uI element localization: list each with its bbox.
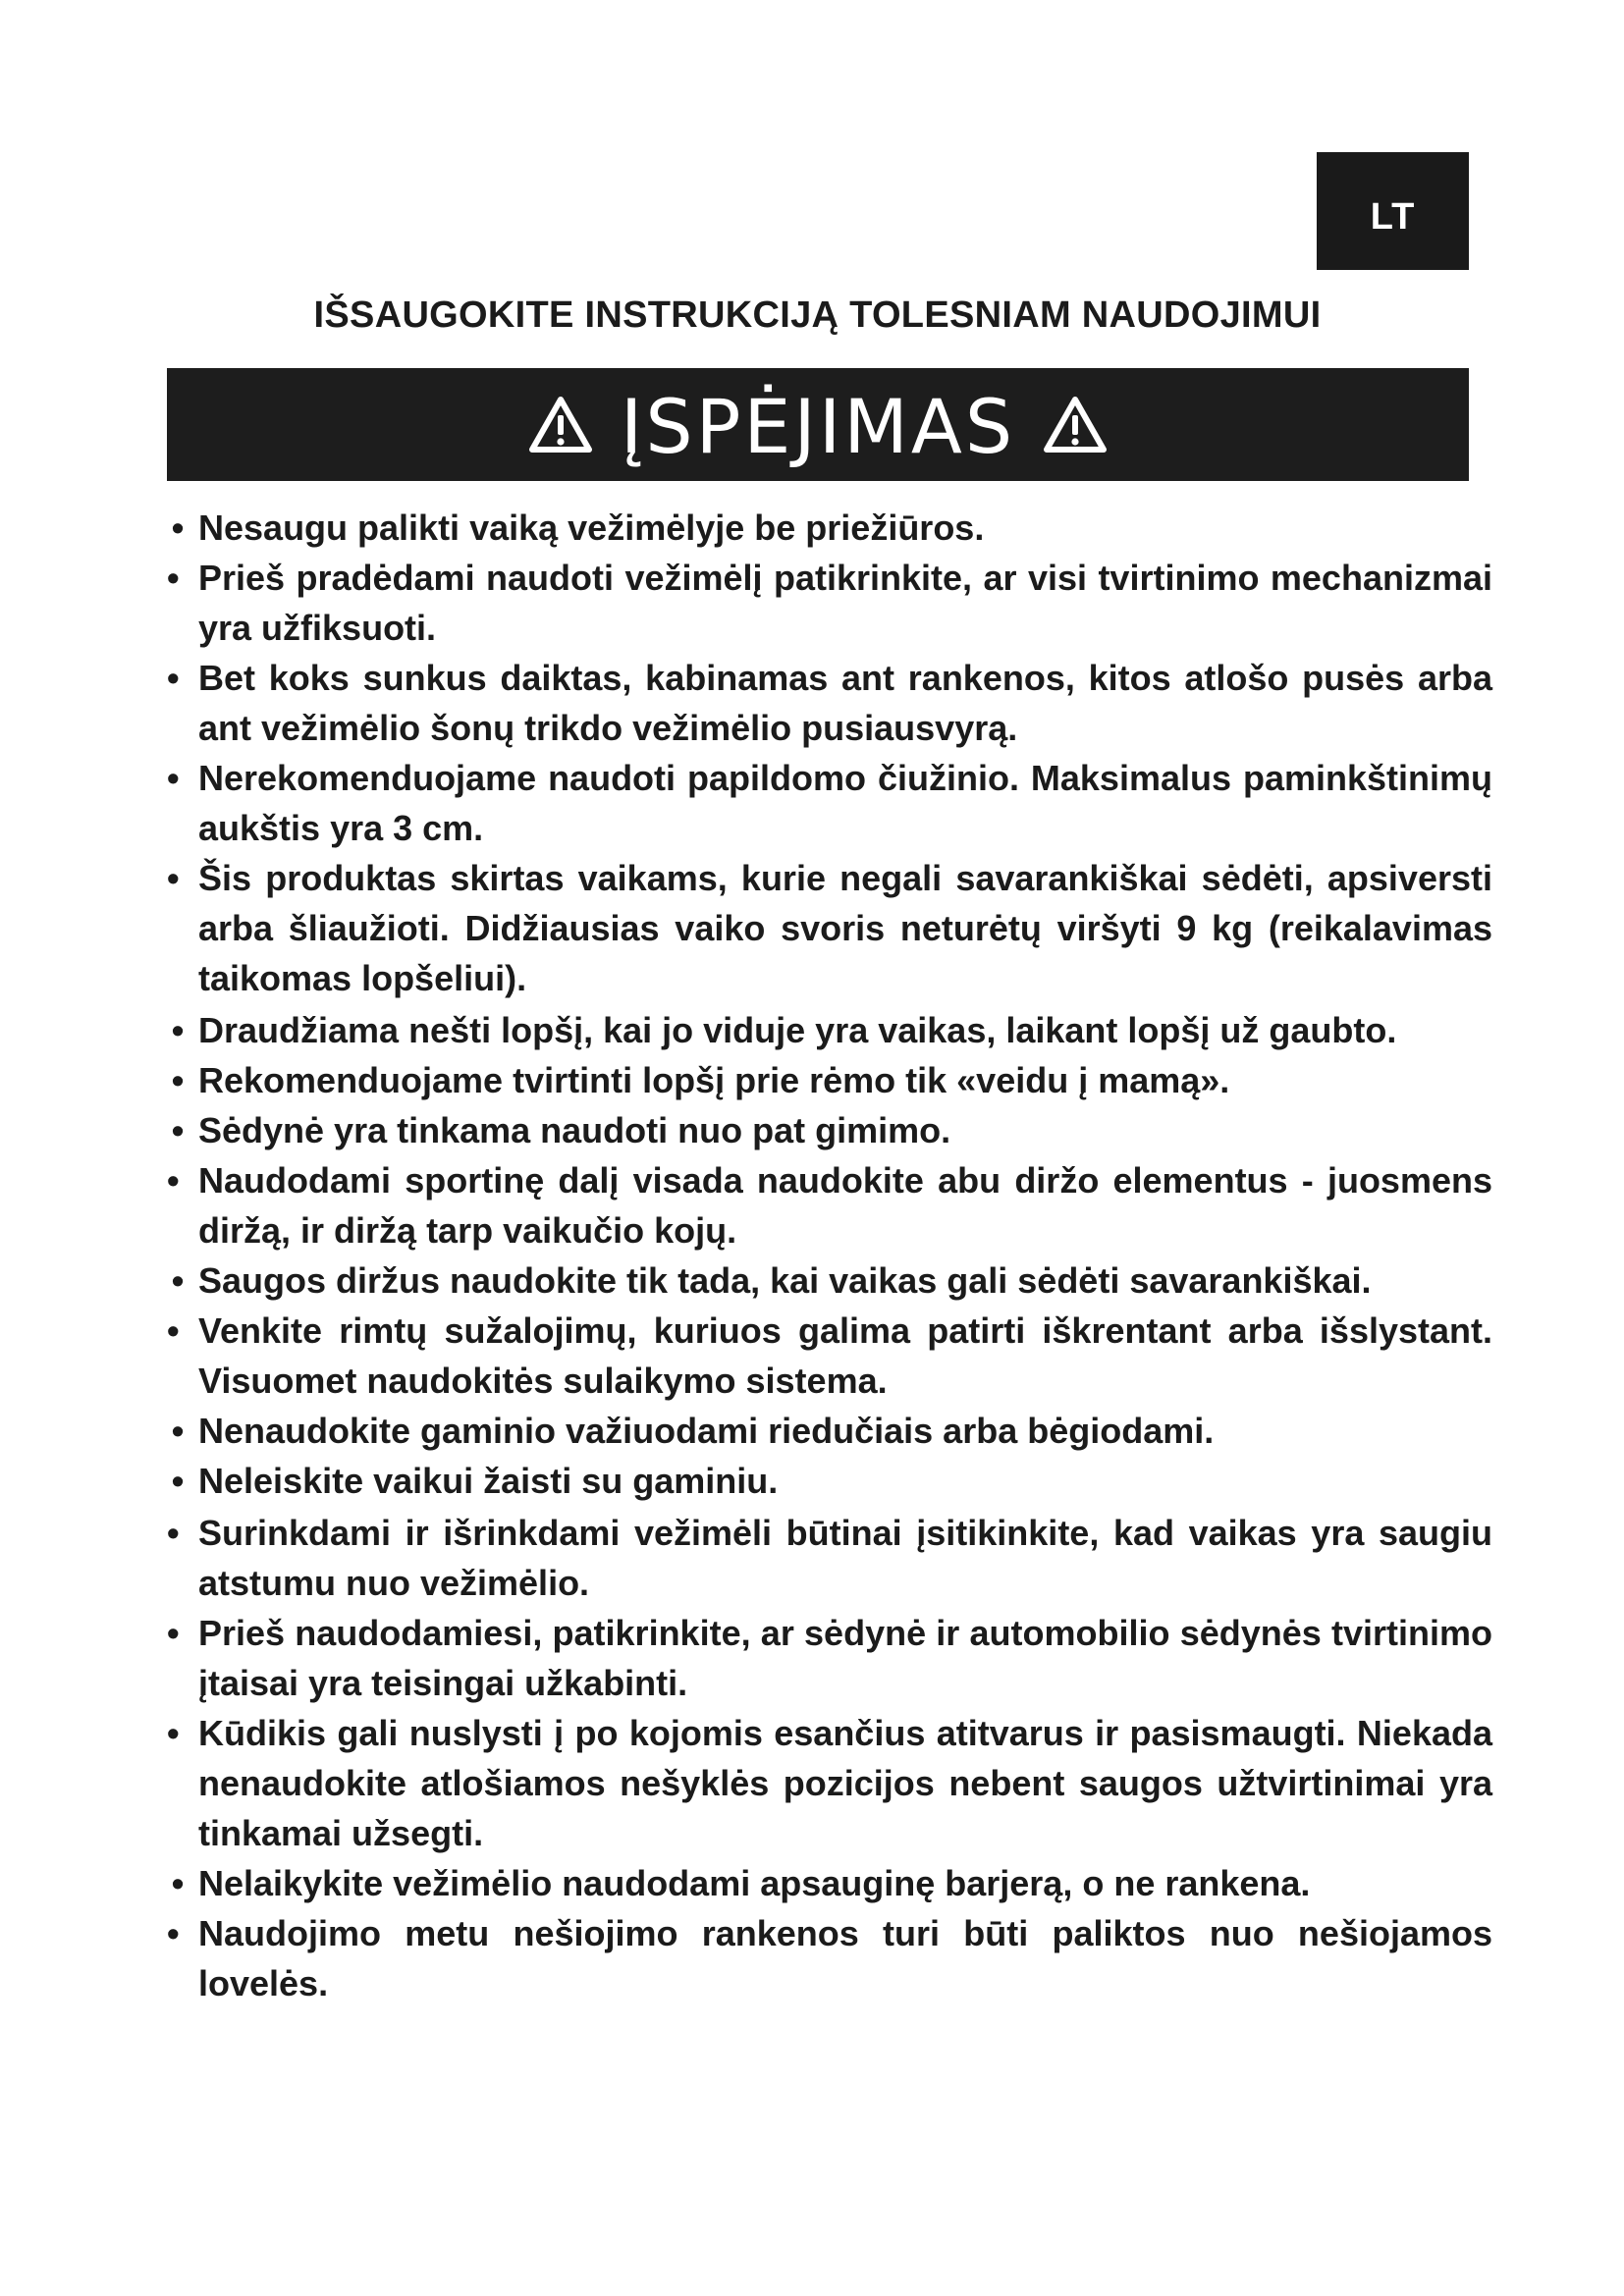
list-item [165,1155,1492,1255]
warning-title: ĮSPĖJIMAS [620,382,1016,470]
list-item [165,1858,1492,1908]
list-item [165,1055,1492,1105]
bullet-icon: • [167,858,180,898]
list-item [165,753,1492,853]
bullet-icon: • [171,1461,185,1501]
warning-triangle-icon [528,396,593,454]
warning-text: Naudodami sportinę dalį visada naudokite abu diržo elementus - juosmens diržą, ir diržą tarp vaikučio kojų. [198,1160,1492,1251]
warning-text: Prieš pradėdami naudoti vežimėlį patikrinkite, ar visi tvirtinimo mechanizmai yra užfiksuoti. [198,558,1492,648]
bullet-icon: • [171,1010,185,1050]
bullet-icon: • [171,1411,185,1451]
warning-text: Nerekomenduojame naudoti papildomo čiužinio. Maksimalus paminkštinimų aukštis yra 3 cm. [198,758,1492,848]
list-item [165,1406,1492,1456]
warning-text: Draudžiama nešti lopšį, kai jo viduje yra vaikas, laikant lopšį už gaubto. [198,1010,1397,1050]
bullet-icon: • [171,1060,185,1100]
warning-text: Nelaikykite vežimėlio naudodami apsauginę barjerą, o ne rankena. [198,1863,1311,1903]
bullet-icon: • [167,658,180,698]
warning-text: Rekomenduojame tvirtinti lopšį prie rėmo tik «veidu į mamą». [198,1060,1230,1100]
language-badge [1317,152,1469,270]
warning-text: Prieš naudodamiesi, patikrinkite, ar sėdynė ir automobilio sėdynės tvirtinimo įtaisai yra teisingai užkabinti. [198,1613,1492,1703]
list-item [165,1456,1492,1506]
list-item [165,653,1492,753]
warning-list [165,503,1492,2008]
warning-triangle-icon [1043,396,1108,454]
list-item [165,1508,1492,1608]
bullet-icon: • [167,1160,180,1201]
warning-banner [167,368,1469,481]
language-code: LT [1370,195,1416,238]
warning-text: Nesaugu palikti vaiką vežimėlyje be priežiūros. [198,507,985,548]
bullet-icon: • [167,558,180,598]
warning-text: Surinkdami ir išrinkdami vežimėli būtinai įsitikinkite, kad vaikas yra saugiu atstumu nuo vežimėlio. [198,1513,1492,1603]
warning-text: Bet koks sunkus daiktas, kabinamas ant rankenos, kitos atlošo pusės arba ant vežimėlio šonų trikdo vežimėlio pusiausvyrą. [198,658,1492,748]
list-item [165,1255,1492,1306]
document-heading: IŠSAUGOKITE INSTRUKCIJĄ TOLESNIAM NAUDOJIMUI [313,294,1322,336]
warning-text: Nenaudokite gaminio važiuodami riedučiais arba bėgiodami. [198,1411,1215,1451]
list-item [165,553,1492,653]
warning-text: Šis produktas skirtas vaikams, kurie negali savarankiškai sėdėti, apsiversti arba šliaužioti. Didžiausias vaiko svoris neturėtų viršyti 9 kg (reikalavimas taikomas lopšeliui). [198,858,1492,998]
bullet-icon: • [167,1513,180,1553]
warning-text: Venkite rimtų sužalojimų, kuriuos galima patirti iškrentant arba išslystant. Visuomet naudokitės sulaikymo sistema. [198,1310,1492,1401]
bullet-icon: • [167,758,180,798]
bullet-icon: • [167,1713,180,1753]
warning-text: Neleiskite vaikui žaisti su gaminiu. [198,1461,779,1501]
list-item [165,1708,1492,1858]
bullet-icon: • [171,1863,185,1903]
list-item [165,1608,1492,1708]
list-item [165,1005,1492,1055]
warning-text: Naudojimo metu nešiojimo rankenos turi būti paliktos nuo nešiojamos lovelės. [198,1913,1492,2003]
bullet-icon: • [171,507,185,548]
bullet-icon: • [167,1913,180,1953]
list-item [165,503,1492,553]
list-item [165,1105,1492,1155]
bullet-icon: • [171,1260,185,1301]
bullet-icon: • [171,1110,185,1150]
list-item [165,853,1492,1003]
list-item [165,1306,1492,1406]
bullet-icon: • [167,1310,180,1351]
bullet-icon: • [167,1613,180,1653]
warning-text: Saugos diržus naudokite tik tada, kai vaikas gali sėdėti savarankiškai. [198,1260,1372,1301]
warning-text: Kūdikis gali nuslysti į po kojomis esančius atitvarus ir pasismaugti. Niekada nenaudokite atlošiamos nešyklės pozicijos nebent saugos užtvirtinimai yra tinkamai užsegti. [198,1713,1492,1853]
list-item [165,1908,1492,2008]
warning-text: Sėdynė yra tinkama naudoti nuo pat gimimo. [198,1110,951,1150]
